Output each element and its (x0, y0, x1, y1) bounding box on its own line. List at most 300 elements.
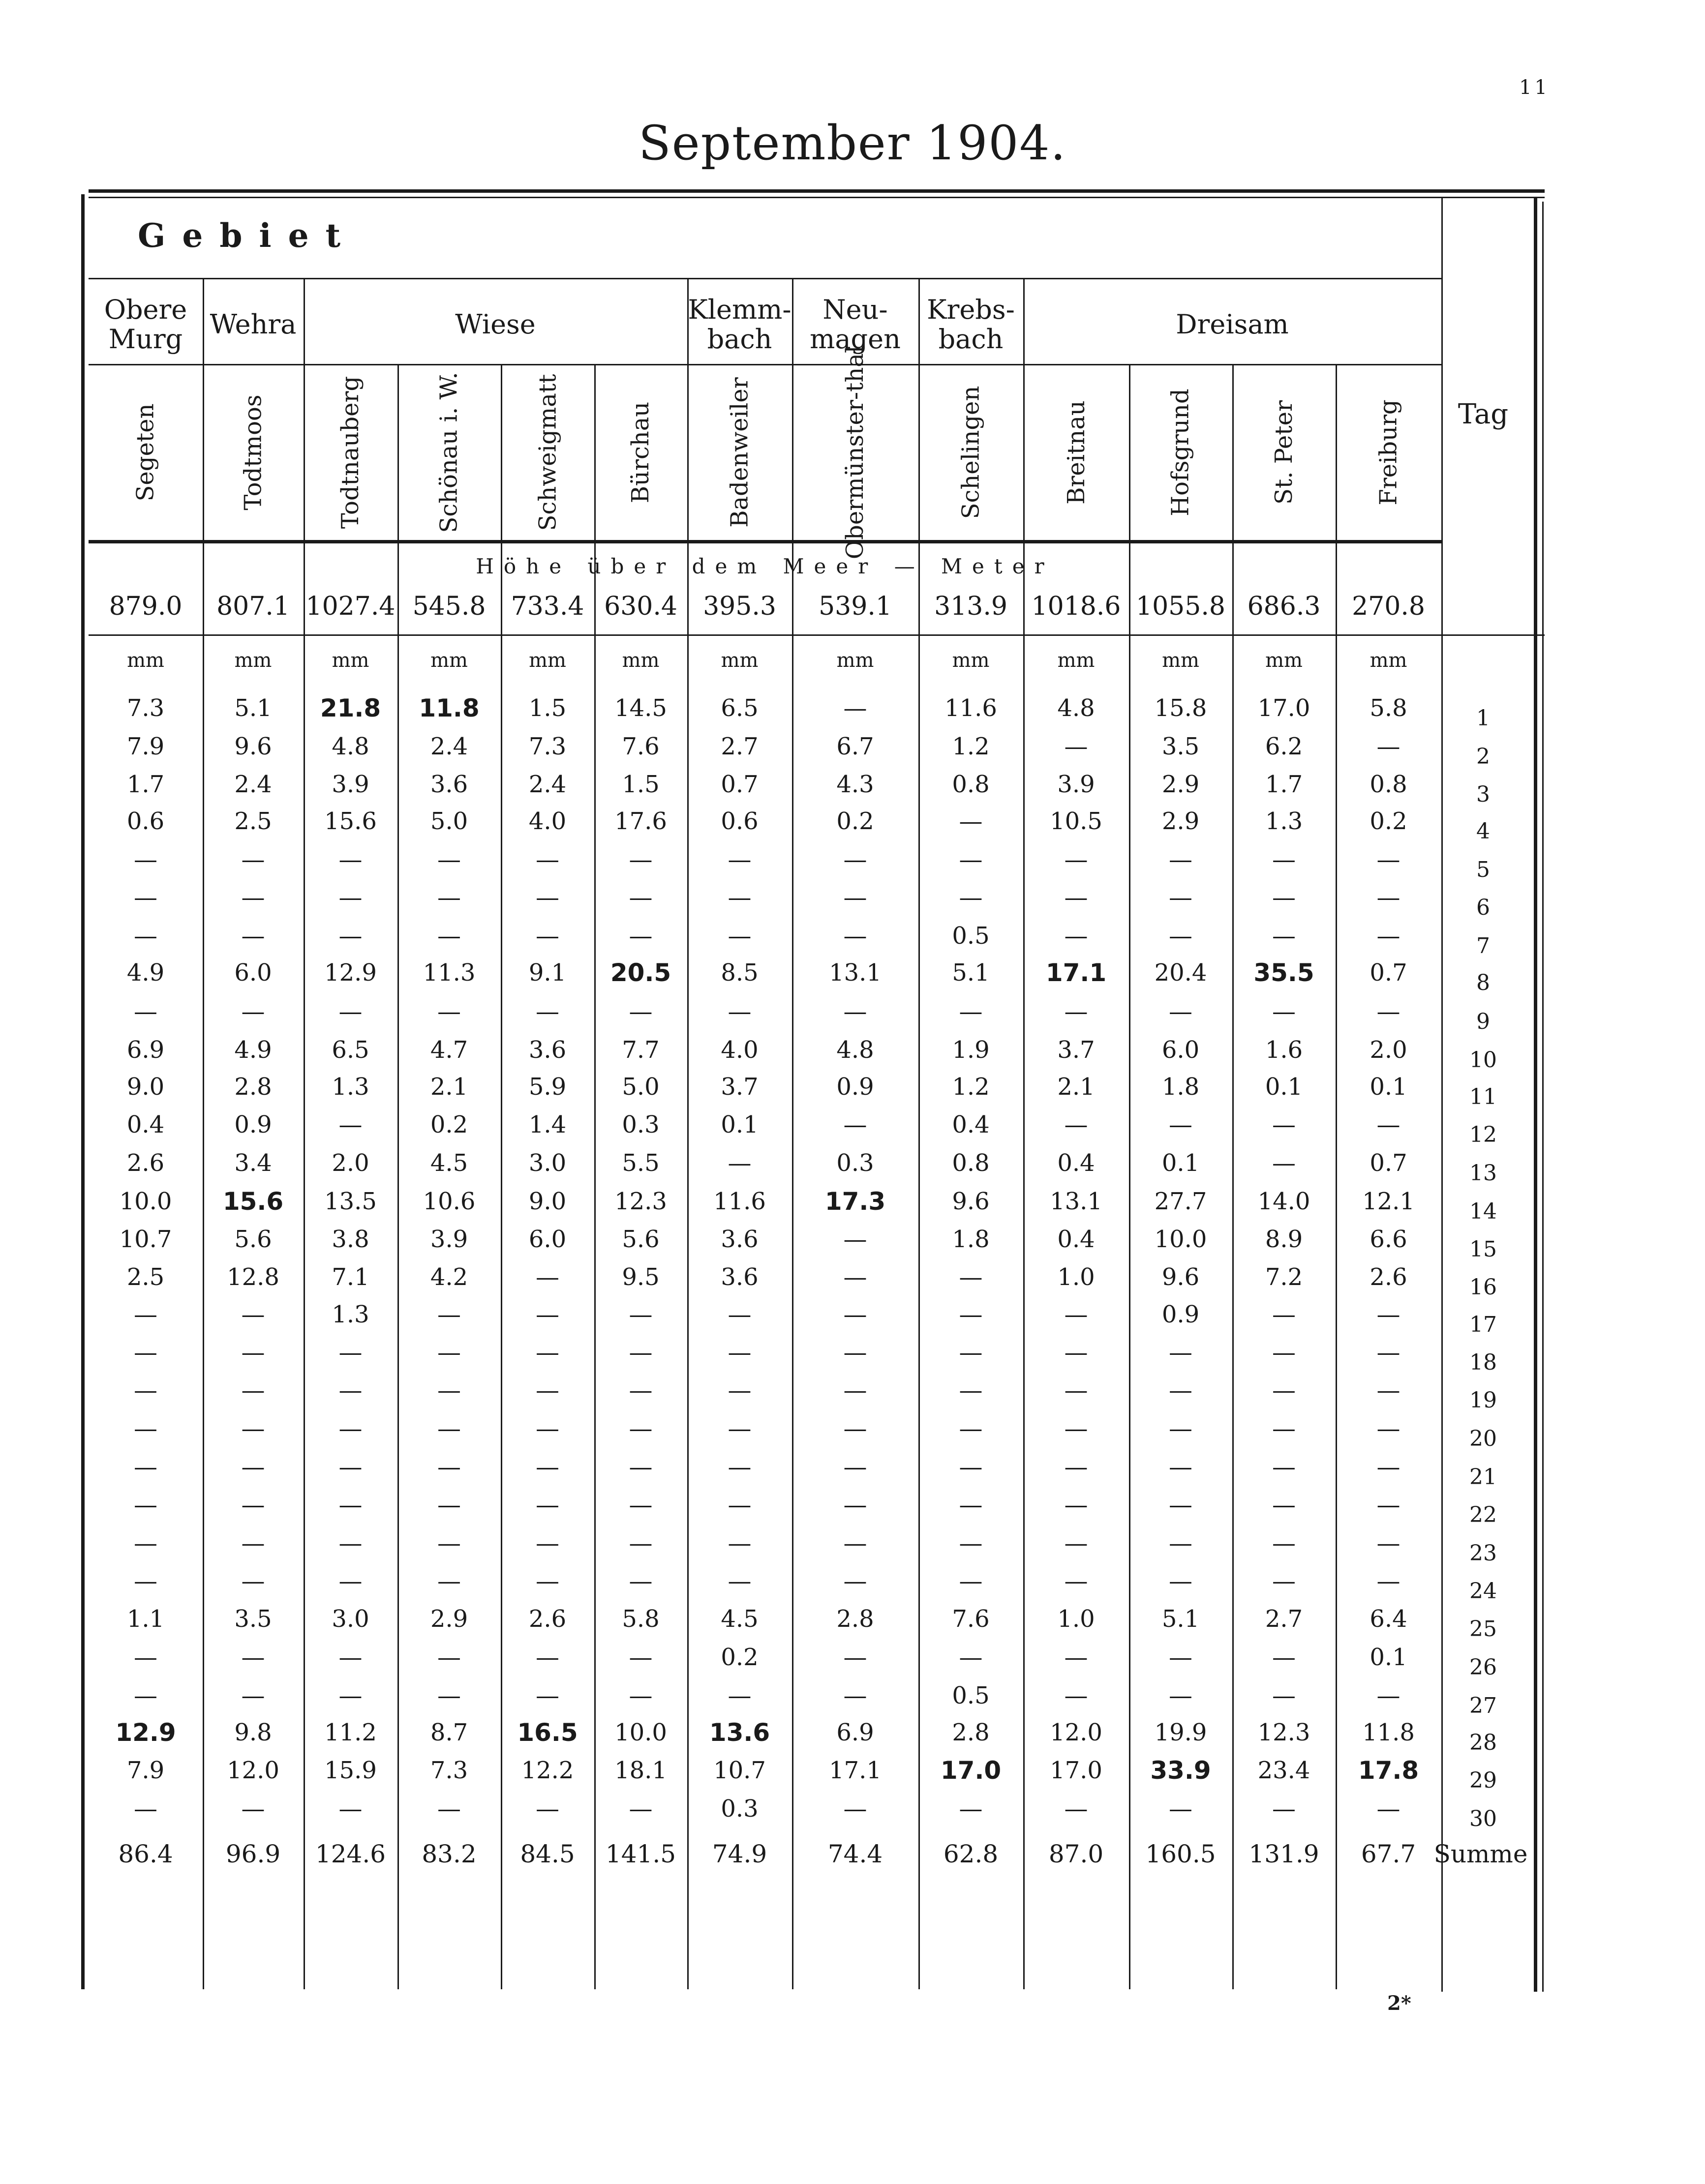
table-cell: — (134, 1567, 157, 1595)
station-name: Freiburg (1374, 399, 1402, 506)
table-cell: 10.7 (119, 1226, 172, 1253)
table-cell: 0.7 (1370, 1149, 1407, 1177)
table-cell: 15.6 (324, 808, 377, 835)
table-cell: 3.6 (721, 1226, 759, 1253)
table-cell: — (437, 1682, 461, 1709)
table-cell: 7.6 (952, 1605, 990, 1633)
station-height: 395.3 (703, 592, 776, 621)
table-cell: — (728, 998, 752, 1025)
day-number: 13 (1469, 1160, 1497, 1186)
table-cell: 2.0 (332, 1149, 369, 1177)
table-cell: 0.1 (1370, 1644, 1407, 1671)
table-cell: — (134, 1682, 157, 1709)
table-cell: 9.0 (528, 1188, 567, 1215)
left-border (81, 194, 85, 1989)
table-cell: — (843, 1795, 867, 1823)
top-rule-inner (89, 197, 1545, 198)
table-cell: — (338, 1376, 363, 1404)
unit-label: mm (836, 649, 874, 672)
table-cell: — (1376, 1339, 1401, 1366)
table-cell: — (536, 1529, 559, 1557)
table-cell: — (629, 1301, 653, 1328)
station-header (1023, 366, 1129, 539)
table-cell: 6.4 (1370, 1605, 1407, 1633)
table-cell: 6.0 (1161, 1036, 1200, 1064)
table-cell: — (437, 998, 461, 1025)
table-cell: 12.0 (1050, 1719, 1102, 1746)
table-cell: — (1169, 1415, 1192, 1442)
table-cell: 9.6 (952, 1188, 990, 1215)
table-cell: — (437, 1491, 461, 1519)
group-header: Klemm-bach (688, 294, 792, 355)
table-cell: 0.8 (952, 771, 990, 798)
table-cell: — (728, 884, 752, 911)
table-cell: — (1272, 1111, 1296, 1138)
table-cell: — (629, 884, 653, 911)
group-header: Wehra (210, 309, 297, 340)
table-cell: — (629, 1453, 653, 1481)
day-number: 24 (1469, 1578, 1497, 1604)
table-cell: — (959, 998, 983, 1025)
table-cell: — (728, 1682, 752, 1709)
table-cell: 1.5 (528, 694, 567, 722)
table-cell: — (629, 1376, 653, 1404)
table-cell: — (629, 1529, 653, 1557)
table-cell: — (1376, 1529, 1401, 1557)
group-header: Krebs-bach (927, 294, 1015, 355)
table-cell: — (1272, 1795, 1296, 1823)
table-cell: 0.1 (721, 1111, 759, 1138)
right-border-inner (1542, 202, 1544, 1992)
station-header (918, 366, 1023, 539)
table-cell: 0.4 (952, 1111, 990, 1138)
table-cell: 23.4 (1257, 1757, 1310, 1784)
sum-cell: 74.9 (712, 1840, 767, 1868)
table-cell: 5.8 (622, 1605, 660, 1633)
day-number: 19 (1469, 1387, 1497, 1413)
day-number: 9 (1476, 1009, 1490, 1034)
table-cell: — (728, 1339, 752, 1366)
table-cell: 15.8 (1154, 694, 1207, 722)
table-cell: — (338, 1415, 363, 1442)
unit-label: mm (1370, 649, 1407, 672)
page-number: 11 (1519, 76, 1550, 99)
table-cell: 1.5 (622, 771, 660, 798)
station-name: Schönau i. W. (435, 372, 463, 533)
table-cell: — (1169, 1644, 1192, 1671)
day-number: 10 (1469, 1047, 1497, 1073)
table-cell: 0.8 (952, 1149, 990, 1177)
station-name: St. Peter (1270, 400, 1298, 505)
table-cell: 0.9 (234, 1111, 272, 1138)
table-cell: 1.9 (952, 1036, 990, 1064)
table-cell: — (437, 1795, 461, 1823)
table-cell: 15.6 (222, 1187, 284, 1216)
table-cell: 7.9 (126, 733, 165, 760)
table-cell: — (241, 1795, 265, 1823)
table-cell: — (134, 1453, 157, 1481)
station-height: 539.1 (819, 592, 892, 621)
day-number: 23 (1469, 1540, 1497, 1566)
table-cell: — (1376, 1111, 1401, 1138)
table-cell: 5.5 (622, 1149, 660, 1177)
table-cell: 11.8 (419, 694, 480, 722)
station-name: Obermünster-thal (841, 345, 869, 560)
table-cell: — (1169, 1453, 1192, 1481)
sum-cell: 96.9 (225, 1840, 281, 1868)
table-cell: 3.7 (1057, 1036, 1095, 1064)
page-title: September 1904. (639, 116, 1066, 171)
table-cell: 17.1 (1045, 958, 1107, 987)
station-height: 545.8 (412, 592, 486, 621)
table-cell: — (536, 1453, 559, 1481)
table-cell: 2.8 (234, 1073, 272, 1101)
table-cell: 15.9 (324, 1757, 377, 1784)
table-cell: 0.9 (836, 1073, 874, 1101)
table-cell: — (728, 922, 752, 950)
sum-cell: 87.0 (1048, 1840, 1104, 1868)
day-number: 5 (1476, 857, 1490, 882)
table-cell: 5.1 (234, 694, 272, 722)
table-cell: — (437, 1567, 461, 1595)
table-cell: 6.5 (332, 1036, 369, 1064)
table-cell: — (437, 884, 461, 911)
table-cell: 17.6 (614, 808, 667, 835)
table-cell: — (338, 1682, 363, 1709)
gebiet-label: Gebiet (138, 216, 358, 255)
day-number: 15 (1469, 1236, 1497, 1262)
station-height: 270.8 (1352, 592, 1425, 621)
table-cell: 4.8 (836, 1036, 874, 1064)
table-cell: 6.2 (1265, 733, 1303, 760)
table-cell: — (134, 998, 157, 1025)
table-cell: 5.0 (430, 808, 468, 835)
table-cell: — (1169, 1682, 1192, 1709)
table-cell: 1.1 (126, 1605, 165, 1633)
table-cell: 6.9 (126, 1036, 165, 1064)
table-cell: 10.0 (614, 1719, 667, 1746)
table-cell: — (1376, 884, 1401, 911)
day-number: 22 (1469, 1502, 1497, 1527)
table-cell: 2.1 (1057, 1073, 1095, 1101)
table-cell: — (1169, 1376, 1192, 1404)
table-cell: — (629, 998, 653, 1025)
table-cell: 0.2 (721, 1644, 759, 1671)
table-cell: — (241, 1415, 265, 1442)
table-cell: 1.3 (332, 1073, 369, 1101)
table-cell: 8.5 (721, 959, 759, 987)
table-cell: — (1376, 998, 1401, 1025)
table-cell: 16.5 (517, 1718, 578, 1747)
table-cell: — (1376, 1301, 1401, 1328)
station-name: Bürchau (627, 401, 655, 504)
table-cell: 17.0 (940, 1756, 1002, 1785)
table-cell: 0.1 (1265, 1073, 1303, 1101)
table-cell: 3.9 (430, 1226, 468, 1253)
table-cell: 7.3 (430, 1757, 468, 1784)
table-cell: 17.8 (1358, 1756, 1419, 1785)
table-cell: 3.5 (1161, 733, 1200, 760)
table-cell: — (338, 1567, 363, 1595)
table-cell: — (1272, 1644, 1296, 1671)
table-cell: — (241, 1491, 265, 1519)
table-cell: — (1064, 1453, 1088, 1481)
table-cell: — (241, 884, 265, 911)
table-cell: — (338, 1491, 363, 1519)
station-name: Breitnau (1062, 400, 1090, 505)
table-cell: 2.1 (430, 1073, 468, 1101)
table-cell: 19.9 (1154, 1719, 1207, 1746)
table-cell: — (843, 1376, 867, 1404)
table-cell: — (437, 1376, 461, 1404)
table-cell: 27.7 (1154, 1188, 1207, 1215)
station-height: 1027.4 (305, 592, 396, 621)
day-number: 7 (1476, 933, 1490, 958)
table-cell: — (629, 1415, 653, 1442)
table-cell: — (728, 1567, 752, 1595)
table-cell: — (629, 846, 653, 873)
table-cell: 7.9 (126, 1757, 165, 1784)
station-name: Hofsgrund (1167, 389, 1195, 516)
table-cell: — (134, 1529, 157, 1557)
table-cell: — (241, 1682, 265, 1709)
gebiet-rule (89, 278, 1441, 279)
sum-cell: 160.5 (1145, 1840, 1216, 1868)
table-cell: 14.5 (614, 694, 667, 722)
table-cell: — (959, 1339, 983, 1366)
station-height: 313.9 (934, 592, 1007, 621)
table-cell: — (437, 922, 461, 950)
table-cell: — (1272, 1301, 1296, 1328)
table-cell: — (843, 1226, 867, 1253)
table-cell: — (1064, 1376, 1088, 1404)
table-cell: — (843, 1529, 867, 1557)
table-cell: — (843, 1263, 867, 1291)
table-cell: — (536, 1491, 559, 1519)
table-cell: — (959, 884, 983, 911)
table-cell: 2.5 (126, 1263, 165, 1291)
table-cell: — (1272, 1529, 1296, 1557)
station-name: Todtmoos (239, 394, 267, 510)
day-number: 30 (1469, 1806, 1497, 1831)
table-cell: — (536, 1301, 559, 1328)
table-cell: 3.6 (721, 1263, 759, 1291)
table-cell: — (536, 1339, 559, 1366)
table-cell: — (536, 1567, 559, 1595)
table-cell: 7.1 (332, 1263, 369, 1291)
day-number: 14 (1469, 1198, 1497, 1224)
table-cell: — (1064, 884, 1088, 911)
table-cell: 21.8 (320, 694, 381, 722)
table-cell: — (241, 1376, 265, 1404)
station-name: Segeten (132, 403, 159, 502)
table-cell: — (134, 1339, 157, 1366)
table-cell: 14.0 (1257, 1188, 1310, 1215)
table-cell: — (1064, 1491, 1088, 1519)
table-cell: 0.6 (126, 808, 165, 835)
table-cell: — (437, 1644, 461, 1671)
table-cell: — (1376, 1376, 1401, 1404)
unit-label: mm (622, 649, 660, 672)
table-cell: — (338, 1529, 363, 1557)
table-cell: 1.4 (528, 1111, 567, 1138)
table-cell: 4.5 (721, 1605, 759, 1633)
table-cell: 7.2 (1265, 1263, 1303, 1291)
table-cell: — (959, 1567, 983, 1595)
table-cell: 4.8 (1057, 694, 1095, 722)
table-cell: — (629, 1682, 653, 1709)
table-cell: 4.9 (234, 1036, 272, 1064)
table-cell: 17.1 (829, 1757, 882, 1784)
station-header (1129, 366, 1232, 539)
table-cell: 20.4 (1154, 959, 1207, 987)
station-height: 879.0 (109, 592, 183, 621)
station-header (687, 366, 792, 539)
hohe-label: Höhe über dem Meer — Meter (476, 554, 1054, 578)
table-cell: — (536, 1682, 559, 1709)
table-cell: — (959, 1795, 983, 1823)
day-number: 12 (1469, 1122, 1497, 1147)
table-cell: 1.8 (952, 1226, 990, 1253)
table-cell: 13.5 (324, 1188, 377, 1215)
summe-label: Summe (1433, 1840, 1528, 1868)
station-header (397, 366, 501, 539)
table-cell: — (1376, 1415, 1401, 1442)
table-cell: — (437, 1415, 461, 1442)
table-cell: 12.2 (521, 1757, 574, 1784)
footnote: 2* (1387, 1992, 1411, 2015)
table-cell: 6.9 (836, 1719, 874, 1746)
table-cell: 10.6 (423, 1188, 476, 1215)
table-cell: 0.4 (126, 1111, 165, 1138)
table-cell: 5.6 (622, 1226, 660, 1253)
table-cell: 10.0 (119, 1188, 172, 1215)
table-cell: 0.2 (836, 808, 874, 835)
table-cell: 1.7 (126, 771, 165, 798)
table-cell: — (536, 922, 559, 950)
table-cell: — (1272, 1149, 1296, 1177)
table-cell: 2.4 (430, 733, 468, 760)
table-cell: 3.6 (528, 1036, 567, 1064)
table-cell: — (536, 1263, 559, 1291)
table-cell: — (338, 1795, 363, 1823)
unit-label: mm (1162, 649, 1199, 672)
table-cell: 0.5 (952, 1682, 990, 1709)
table-cell: — (728, 1529, 752, 1557)
table-cell: 3.0 (332, 1605, 369, 1633)
table-cell: — (338, 1111, 363, 1138)
table-cell: — (536, 1795, 559, 1823)
table-cell: 13.1 (1050, 1188, 1102, 1215)
table-cell: — (843, 922, 867, 950)
station-rule (89, 540, 1441, 543)
table-cell: — (1064, 1529, 1088, 1557)
station-height: 1055.8 (1136, 592, 1225, 621)
table-cell: — (338, 998, 363, 1025)
table-cell: 4.7 (430, 1036, 468, 1064)
day-number: 27 (1469, 1693, 1497, 1718)
table-cell: 33.9 (1150, 1756, 1211, 1785)
day-number: 16 (1469, 1274, 1497, 1300)
table-cell: 1.3 (1265, 808, 1303, 835)
table-cell: 17.0 (1050, 1757, 1102, 1784)
table-cell: — (1272, 1376, 1296, 1404)
table-cell: — (241, 1301, 265, 1328)
unit-label: mm (1057, 649, 1095, 672)
table-cell: 1.0 (1057, 1263, 1095, 1291)
table-cell: — (1169, 1567, 1192, 1595)
table-cell: 4.8 (332, 733, 369, 760)
group-header: Dreisam (1176, 309, 1289, 340)
table-cell: 11.2 (324, 1719, 377, 1746)
table-cell: — (1064, 998, 1088, 1025)
table-cell: 4.5 (430, 1149, 468, 1177)
table-cell: 0.3 (721, 1795, 759, 1823)
table-cell: — (959, 1529, 983, 1557)
table-cell: — (959, 1263, 983, 1291)
table-cell: 11.6 (944, 694, 997, 722)
table-cell: — (1169, 884, 1192, 911)
table-cell: — (959, 1453, 983, 1481)
table-cell: 12.0 (227, 1757, 279, 1784)
table-cell: — (1376, 1795, 1401, 1823)
table-cell: 5.0 (622, 1073, 660, 1101)
table-cell: — (843, 884, 867, 911)
table-cell: — (134, 1301, 157, 1328)
table-cell: — (134, 1376, 157, 1404)
table-cell: 5.6 (234, 1226, 272, 1253)
station-header (792, 345, 918, 560)
station-height: 630.4 (604, 592, 677, 621)
table-cell: 6.5 (721, 694, 759, 722)
table-cell: — (1064, 1644, 1088, 1671)
table-cell: 18.1 (614, 1757, 667, 1784)
table-cell: 13.1 (829, 959, 882, 987)
table-cell: — (437, 1453, 461, 1481)
table-cell: 9.6 (234, 733, 272, 760)
table-cell: — (1064, 733, 1088, 760)
table-cell: — (1376, 1453, 1401, 1481)
table-cell: — (134, 1415, 157, 1442)
unit-label: mm (952, 649, 990, 672)
table-cell: 17.3 (824, 1187, 886, 1216)
sum-cell: 124.6 (315, 1840, 386, 1868)
table-cell: 12.3 (614, 1188, 667, 1215)
station-header (594, 366, 687, 539)
station-header (89, 366, 203, 539)
table-cell: 4.0 (721, 1036, 759, 1064)
unit-label: mm (529, 649, 566, 672)
table-cell: 10.0 (1154, 1226, 1207, 1253)
table-cell: 7.3 (126, 694, 165, 722)
day-number: 1 (1476, 705, 1490, 731)
table-cell: — (728, 1149, 752, 1177)
table-cell: 6.7 (836, 733, 874, 760)
table-cell: 1.7 (1265, 771, 1303, 798)
table-cell: — (959, 1301, 983, 1328)
table-cell: — (1169, 1529, 1192, 1557)
table-cell: — (629, 1339, 653, 1366)
table-cell: 0.8 (1370, 771, 1407, 798)
table-cell: 5.1 (1161, 1605, 1200, 1633)
table-cell: — (134, 922, 157, 950)
table-cell: — (1376, 1682, 1401, 1709)
table-cell: — (1064, 922, 1088, 950)
table-cell: 9.8 (234, 1719, 272, 1746)
table-cell: 10.7 (713, 1757, 766, 1784)
station-header (203, 366, 304, 539)
sum-cell: 86.4 (118, 1840, 173, 1868)
